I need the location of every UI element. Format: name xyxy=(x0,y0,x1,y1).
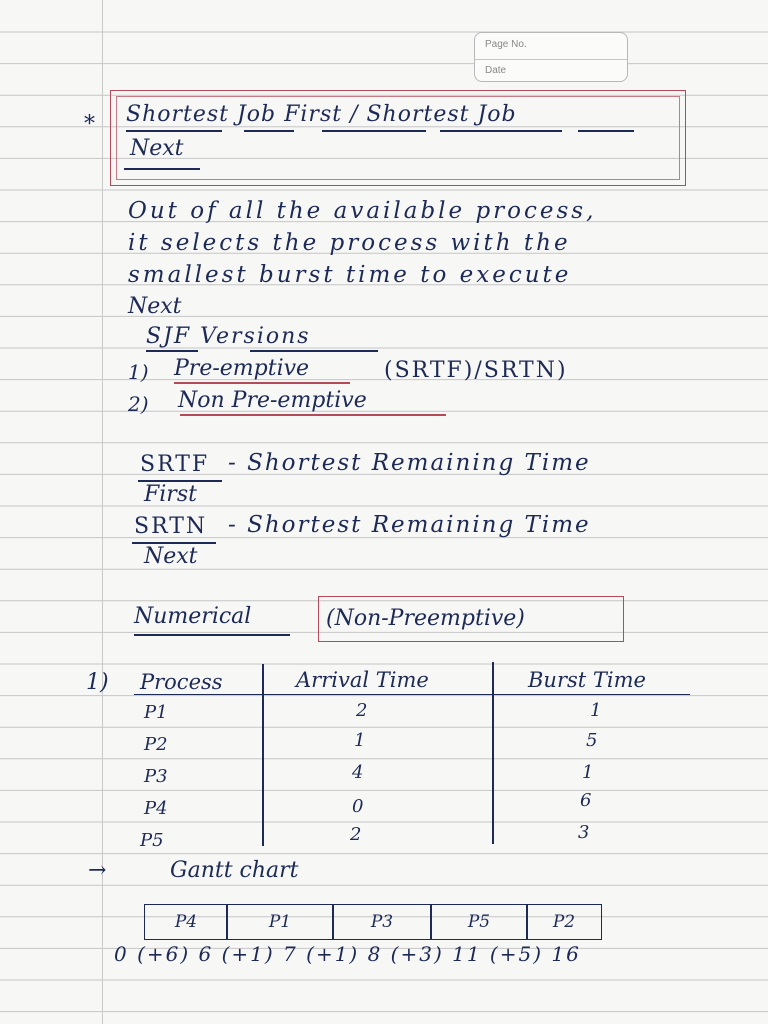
term-1-line-2: First xyxy=(144,482,197,507)
title-line-1: Shortest Job First / Shortest Job xyxy=(126,102,517,127)
gantt-block-label: P4 xyxy=(174,912,198,932)
term-2-line-2: Next xyxy=(144,544,198,569)
versions-heading: SJF Versions xyxy=(146,324,311,349)
gantt-block xyxy=(226,904,334,940)
table-cell-burst: 5 xyxy=(586,730,598,751)
problem-number: 1) xyxy=(86,670,109,695)
star-marker: * xyxy=(84,112,95,137)
table-divider-2 xyxy=(492,662,494,844)
version-1-suffix: (SRTF)/SRTN) xyxy=(384,358,568,383)
table-cell-arrival: 0 xyxy=(352,796,364,817)
table-header-process: Process xyxy=(140,670,223,694)
gantt-block xyxy=(144,904,228,940)
version-1-underline xyxy=(174,382,350,384)
table-cell-burst: 6 xyxy=(580,790,592,811)
numerical-type: (Non-Preemptive) xyxy=(326,606,525,631)
gantt-block xyxy=(332,904,432,940)
gantt-block xyxy=(430,904,528,940)
table-cell-arrival: 1 xyxy=(354,730,366,751)
title-underline-2 xyxy=(244,130,294,132)
table-cell-process: P4 xyxy=(144,798,168,819)
term-2-abbr: SRTN xyxy=(134,514,208,539)
term-1-definition: - Shortest Remaining Time xyxy=(228,450,591,476)
title-underline-1 xyxy=(126,130,222,132)
version-1-number: 1) xyxy=(128,360,149,384)
gantt-block-label: P2 xyxy=(552,912,576,932)
table-header-line xyxy=(134,694,690,695)
table-cell-arrival: 2 xyxy=(356,700,368,721)
versions-underline-1 xyxy=(146,350,198,352)
table-divider-1 xyxy=(262,664,264,846)
definition-line-1: Out of all the available process, xyxy=(128,198,597,224)
table-cell-burst: 1 xyxy=(590,700,602,721)
table-cell-burst: 1 xyxy=(582,762,594,783)
gantt-timeline: 0 (+6) 6 (+1) 7 (+1) 8 (+3) 11 (+5) 16 xyxy=(114,942,581,966)
table-header-burst: Burst Time xyxy=(528,668,646,692)
definition-line-2: it selects the process with the xyxy=(128,230,571,256)
arrow-icon: → xyxy=(88,858,107,883)
version-1-name: Pre-emptive xyxy=(174,356,310,381)
numerical-heading: Numerical xyxy=(134,604,252,629)
term-1-abbr: SRTF xyxy=(140,452,210,477)
table-header-arrival: Arrival Time xyxy=(296,668,429,692)
version-2-underline xyxy=(180,414,446,416)
table-cell-process: P3 xyxy=(144,766,168,787)
table-cell-process: P1 xyxy=(144,702,168,723)
definition-line-4: Next xyxy=(128,294,182,319)
page-number-box xyxy=(474,32,628,82)
gantt-block xyxy=(526,904,602,940)
table-cell-arrival: 2 xyxy=(350,824,362,845)
versions-underline-2 xyxy=(250,350,378,352)
title-line-2: Next xyxy=(130,136,184,161)
table-cell-arrival: 4 xyxy=(352,762,364,783)
version-2-name: Non Pre-emptive xyxy=(178,388,367,413)
gantt-block-label: P5 xyxy=(467,912,491,932)
gantt-block-label: P3 xyxy=(370,912,394,932)
title-underline-3 xyxy=(322,130,426,132)
title-underline-6 xyxy=(124,168,200,170)
gantt-block-label: P1 xyxy=(268,912,292,932)
version-2-number: 2) xyxy=(128,392,149,416)
definition-line-3: smallest burst time to execute xyxy=(128,262,572,288)
title-underline-4 xyxy=(440,130,562,132)
table-cell-process: P2 xyxy=(144,734,168,755)
date-label: Date xyxy=(485,65,507,76)
gantt-label: Gantt chart xyxy=(170,858,299,883)
table-cell-process: P5 xyxy=(140,830,164,851)
term-2-definition: - Shortest Remaining Time xyxy=(228,512,591,538)
table-cell-burst: 3 xyxy=(578,822,590,843)
title-underline-5 xyxy=(578,130,634,132)
numerical-underline xyxy=(134,634,290,636)
page-no-label: Page No. xyxy=(485,39,527,50)
